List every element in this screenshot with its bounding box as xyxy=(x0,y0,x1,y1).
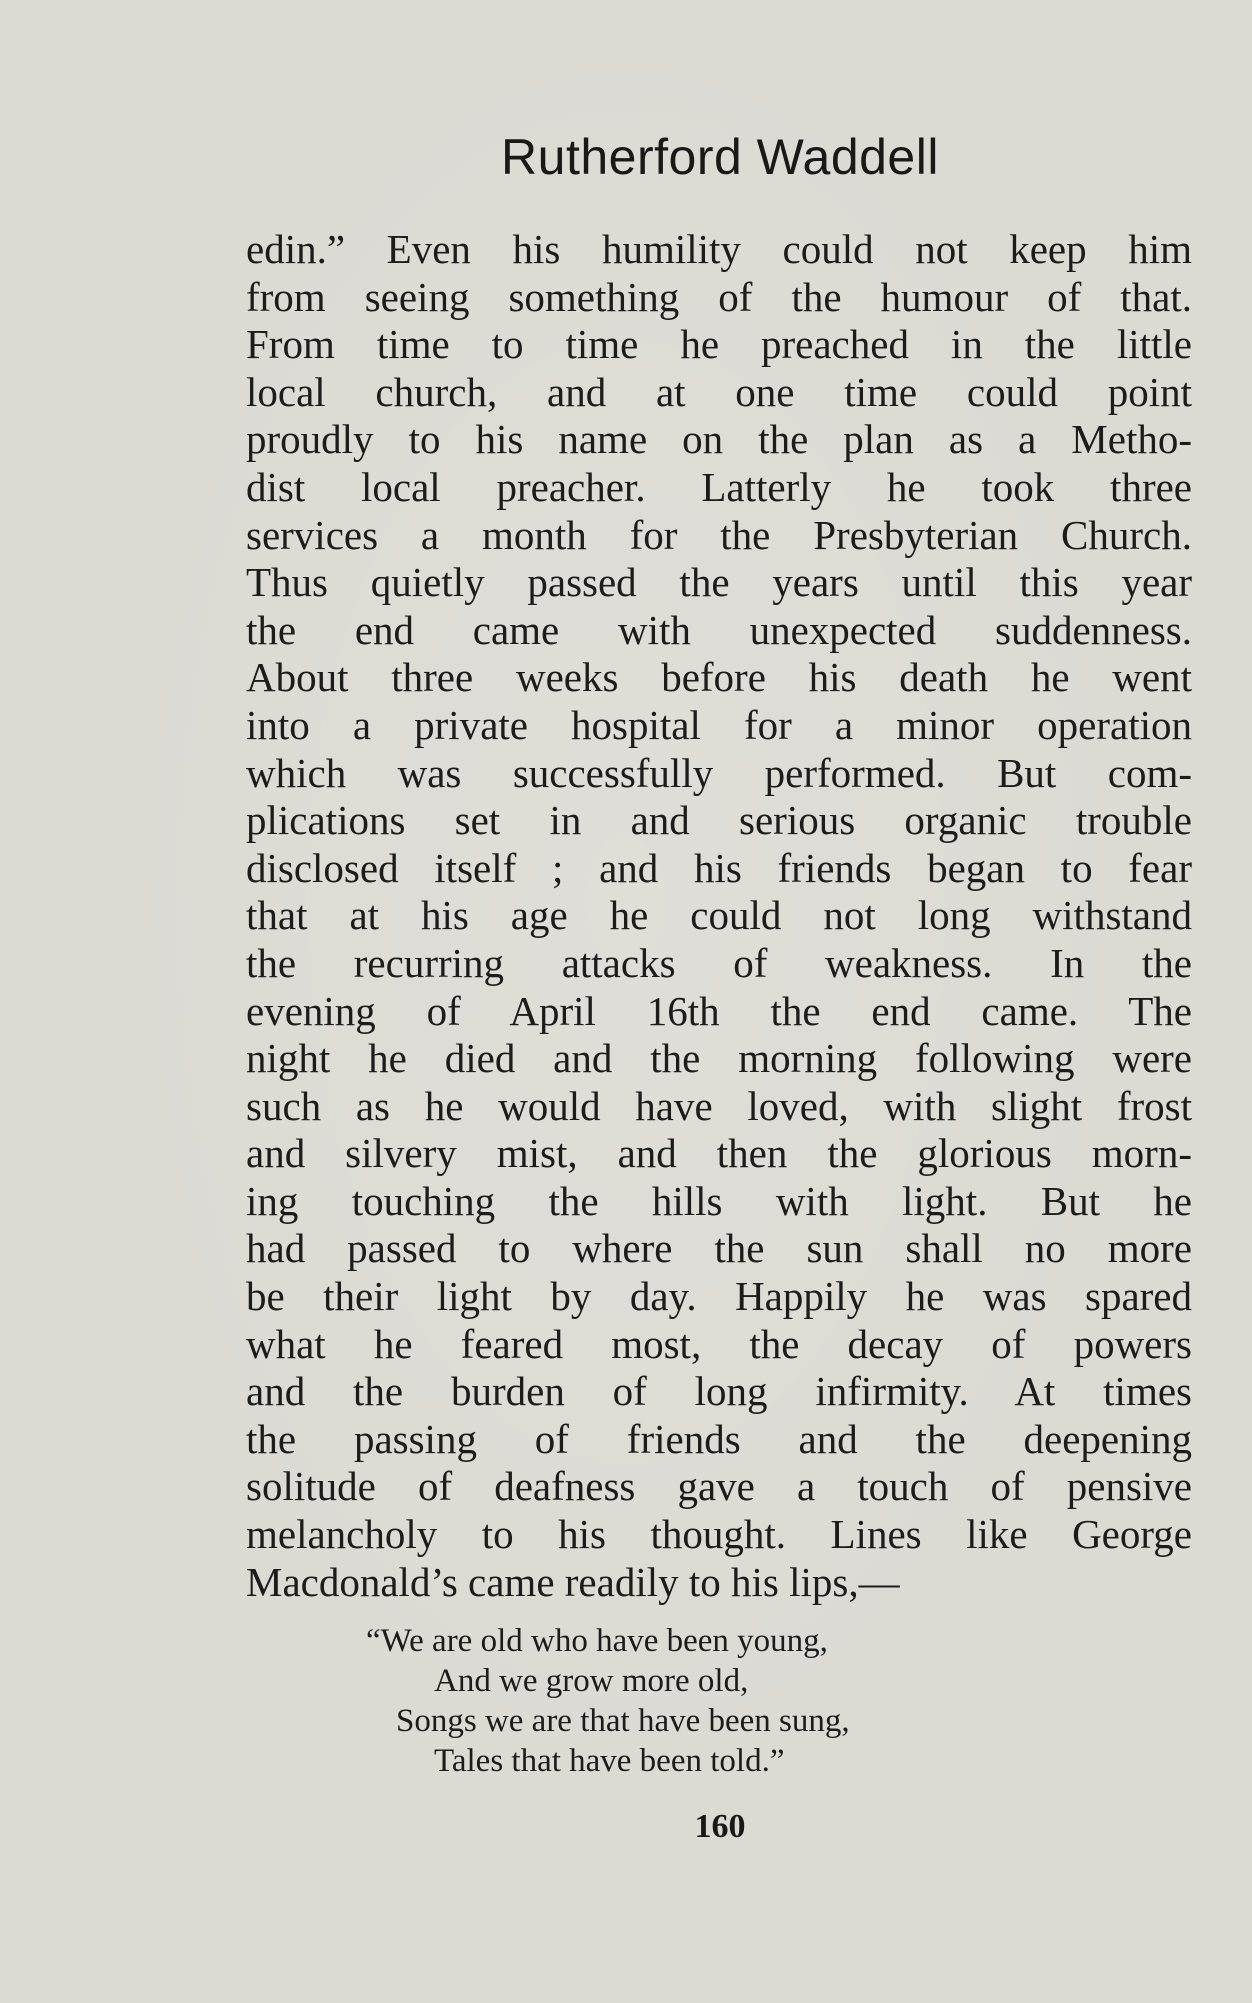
text-line: melancholy to his thought. Lines like George xyxy=(246,1511,1192,1558)
text-line: Thus quietly passed the years until this year xyxy=(246,559,1192,606)
text-line: had passed to where the sun shall no more xyxy=(246,1225,1192,1272)
text-line: into a private hospital for a minor operation xyxy=(246,701,1192,748)
verse-quotation xyxy=(0,1621,1252,1781)
verse-line xyxy=(0,1701,1252,1741)
text-line: plications set in and serious organic trouble xyxy=(246,797,1192,844)
verse-line-text: Tales that have been told.” xyxy=(434,1743,785,1779)
text-line: the recurring attacks of weakness. In the xyxy=(246,939,1192,986)
text-line: Macdonald’s came readily to his lips,— xyxy=(246,1558,900,1605)
text-line: and silvery mist, and then the glorious morn- xyxy=(246,1130,1192,1177)
text-line: solitude of deafness gave a touch of pensive xyxy=(246,1463,1192,1510)
text-line: edin.” Even his humility could not keep him xyxy=(246,226,1192,272)
text-line: which was successfully performed. But com- xyxy=(246,749,1192,796)
text-line: disclosed itself ; and his friends began to fear xyxy=(246,844,1192,891)
text-line: ing touching the hills with light. But he xyxy=(246,1177,1192,1224)
text-line: services a month for the Presbyterian Church. xyxy=(246,511,1192,558)
text-line: the passing of friends and the deepening xyxy=(246,1415,1192,1462)
verse-line-text: And we grow more old, xyxy=(434,1663,749,1699)
text-line: from seeing something of the humour of that. xyxy=(246,273,1192,320)
text-line: evening of April 16th the end came. The xyxy=(246,987,1192,1034)
verse-line-text: Songs we are that have been sung, xyxy=(396,1703,850,1739)
text-line: dist local preacher. Latterly he took three xyxy=(246,463,1192,510)
verse-line xyxy=(0,1661,1252,1701)
text-line: night he died and the morning following were xyxy=(246,1035,1192,1082)
text-line: About three weeks before his death he went xyxy=(246,654,1192,701)
verse-line xyxy=(0,1741,1252,1781)
text-line: and the burden of long infirmity. At times xyxy=(246,1368,1192,1415)
text-line: proudly to his name on the plan as a Metho- xyxy=(246,416,1192,463)
text-line: be their light by day. Happily he was spared xyxy=(246,1273,1192,1320)
text-line: such as he would have loved, with slight frost xyxy=(246,1082,1192,1129)
text-line: that at his age he could not long withstand xyxy=(246,892,1192,939)
text-line: local church, and at one time could point xyxy=(246,368,1192,415)
text-line: the end came with unexpected suddenness. xyxy=(246,606,1192,653)
running-title: Rutherford Waddell xyxy=(501,129,939,185)
text-line: what he feared most, the decay of powers xyxy=(246,1320,1192,1367)
body-text xyxy=(246,226,1192,1606)
text-line: From time to time he preached in the little xyxy=(246,321,1192,368)
page-number: 160 xyxy=(694,1808,746,1845)
verse-line-text: “We are old who have been young, xyxy=(366,1623,828,1659)
verse-line xyxy=(0,1621,1252,1661)
